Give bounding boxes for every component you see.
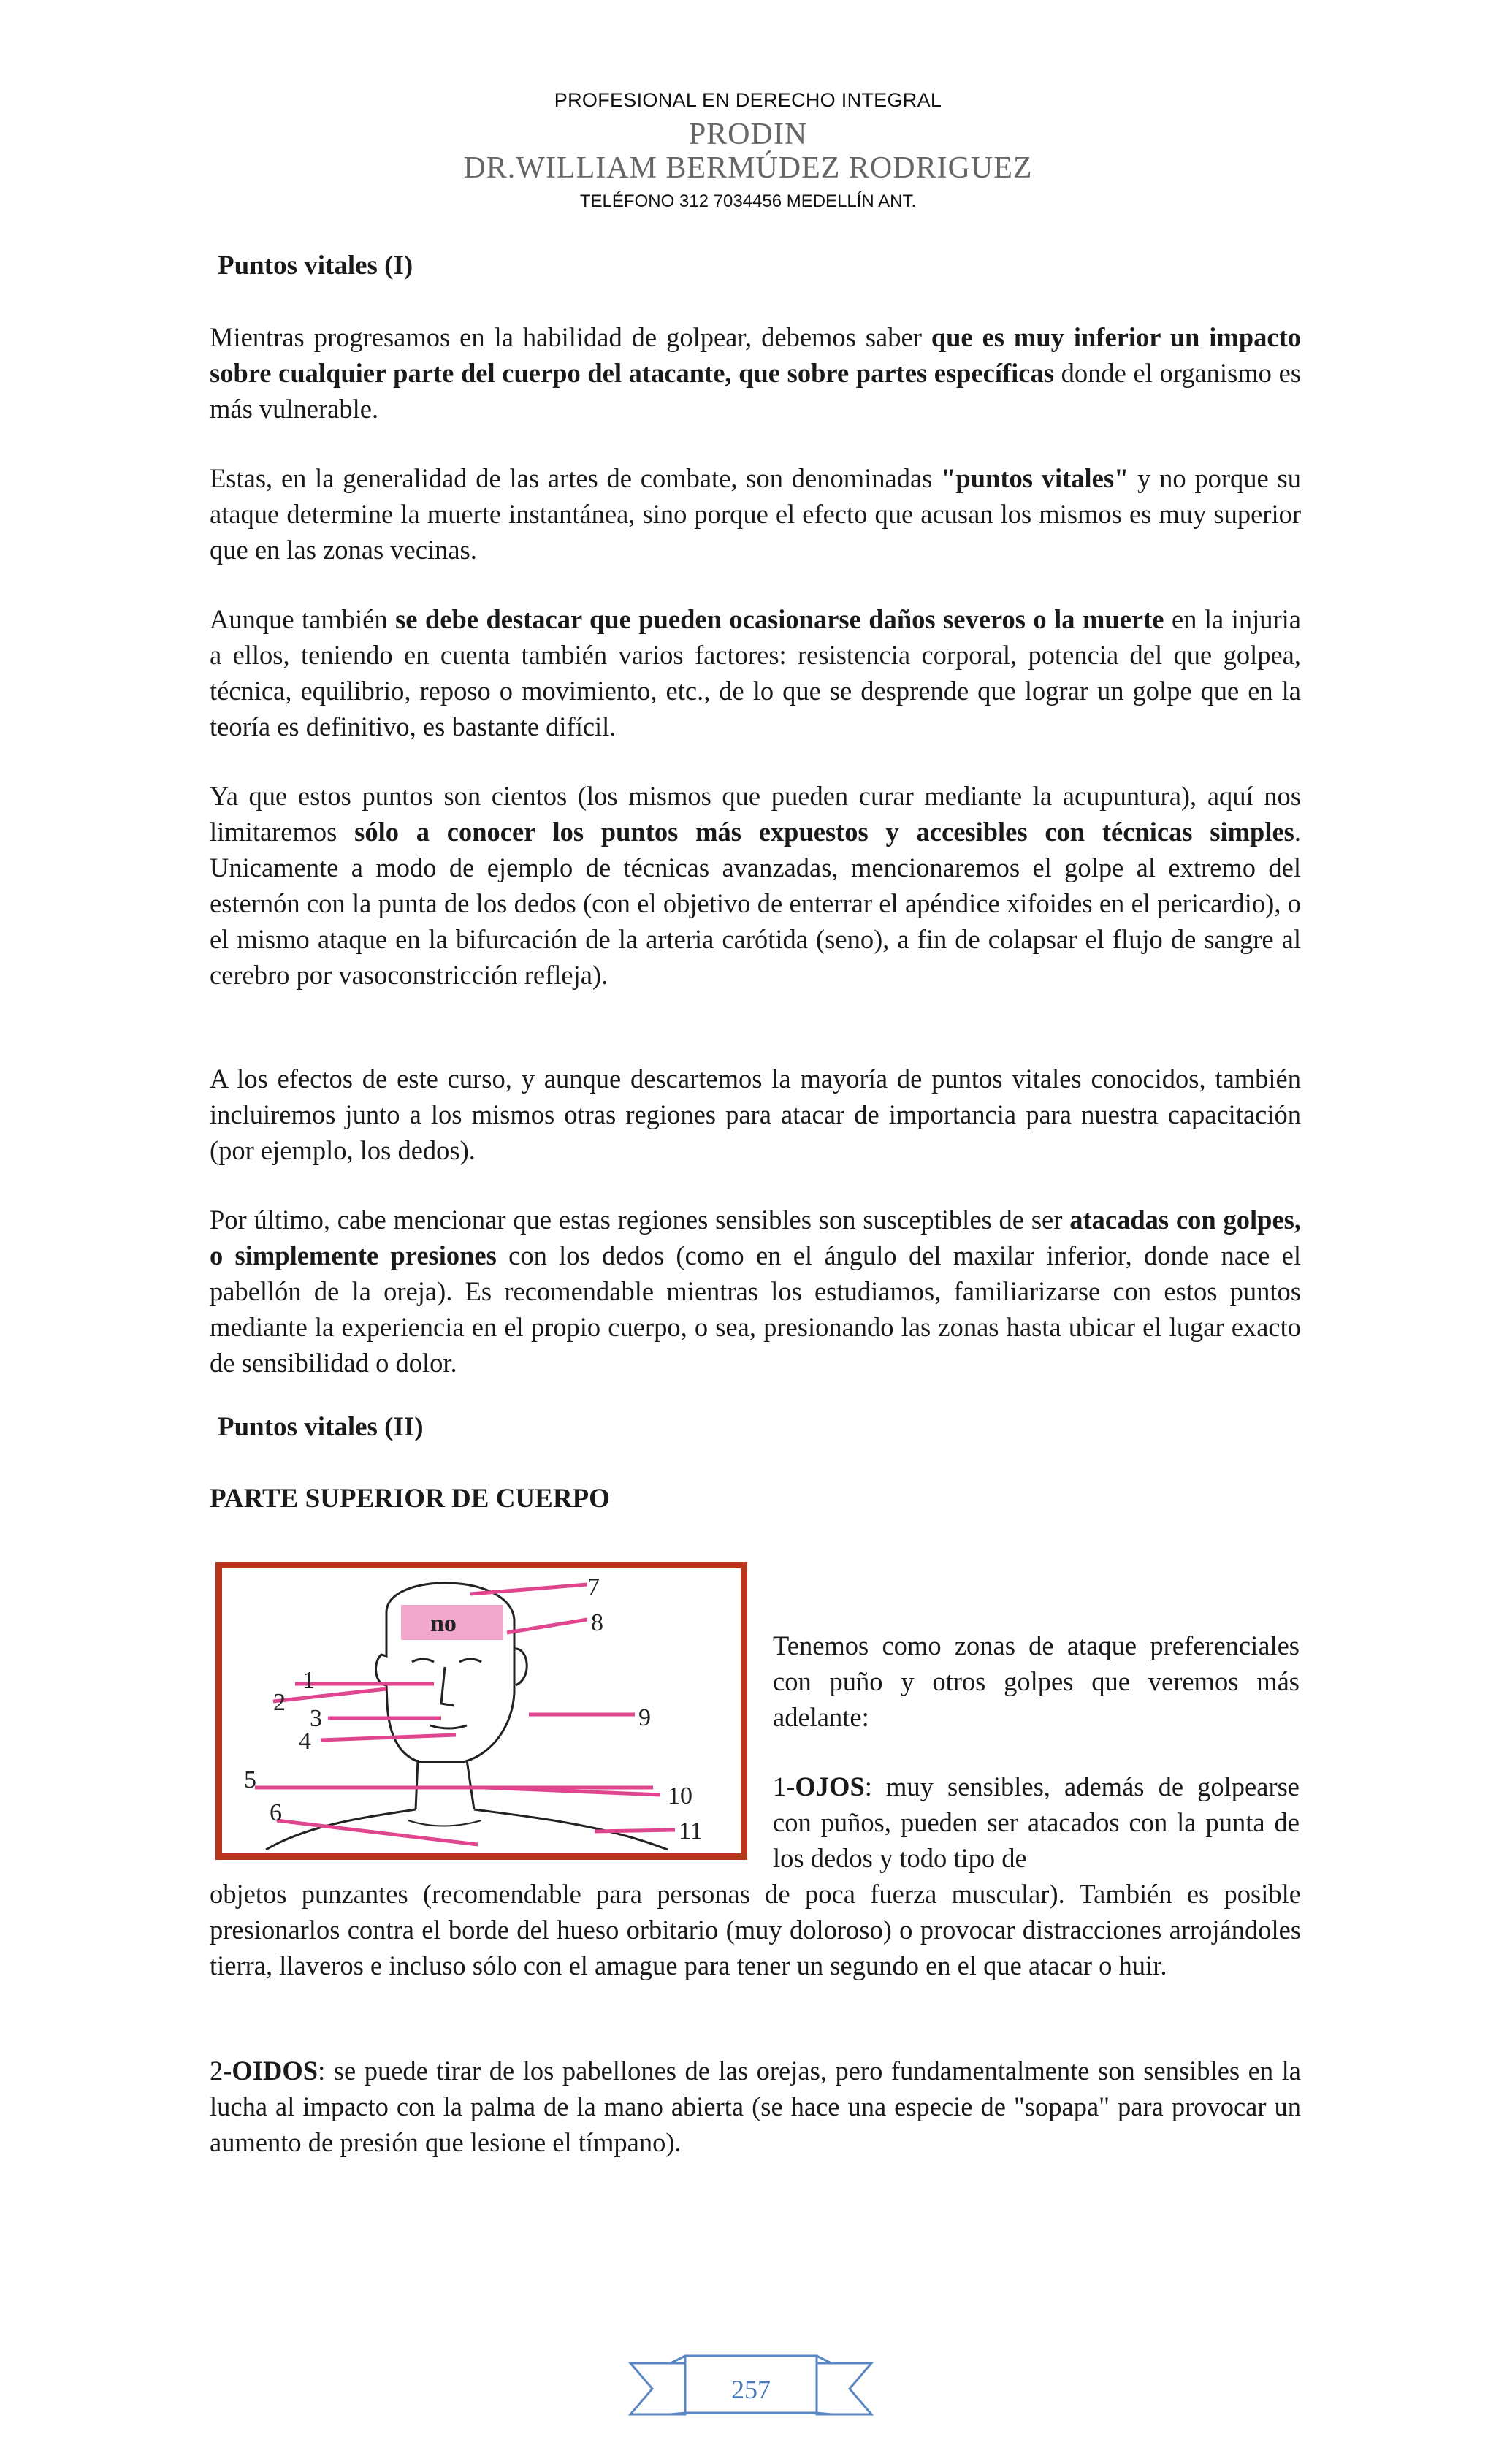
paragraph-5: A los efectos de este curso, y aunque descartemos la mayoría de puntos vitales conocidos, también incluiremos junto a los mismos otras regiones para atacar de importancia para nuestra capacitación (por ejemplo, los dedos).	[210, 1064, 1301, 1165]
point-number-1: 1	[302, 1667, 315, 1694]
intro-zones-text: Tenemos como zonas de ataque preferenciales con puño y otros golpes que veremos más adelante:	[773, 1630, 1300, 1732]
page-number: 257	[731, 2375, 771, 2404]
item-2-text: : se puede tirar de los pabellones de las orejas, pero fundamentalmente son sensibles en la lucha al impacto con la palma de la mano abierta (se hace una especie de "sopapa" para provocar un aumento de presión que lesione el tímpano).	[210, 2056, 1301, 2157]
p4-text-a: Ya que estos puntos son cientos (los mismos que pueden curar mediante la acupuntura), aquí nos limitaremos	[210, 781, 1301, 847]
paragraph-4	[210, 778, 1301, 993]
point-number-2: 2	[273, 1689, 286, 1716]
collar-line	[408, 1820, 481, 1826]
p4-text-bold: sólo a conocer los puntos más expuestos y accesibles con técnicas simples	[354, 817, 1294, 847]
point-number-4: 4	[299, 1728, 311, 1755]
paragraph-3	[210, 601, 1301, 744]
header-line-2: PRODIN	[688, 118, 808, 151]
banner-right-tail	[817, 2363, 871, 2414]
p2-text-a: Estas, en la generalidad de las artes de combate, son denominadas	[210, 463, 942, 493]
item-2-title: OIDOS	[232, 2056, 318, 2086]
pointer-line-11	[595, 1830, 675, 1831]
p1-text-c: donde el organismo es más vulnerable.	[210, 358, 1301, 424]
header-line-4: TELÉFONO 312 7034456 MEDELLÍN ANT.	[579, 191, 917, 211]
p2-text-bold: "puntos vitales"	[941, 463, 1129, 493]
pointer-line-4	[321, 1735, 456, 1740]
item-1-number: 1-	[773, 1771, 795, 1801]
section-title-3: PARTE SUPERIOR DE CUERPO	[210, 1484, 610, 1514]
point-number-6: 6	[270, 1799, 282, 1826]
point-number-10: 10	[668, 1782, 692, 1809]
point-number-8: 8	[591, 1609, 603, 1636]
section-title-1: Puntos vitales (I)	[218, 251, 413, 281]
point-number-11: 11	[679, 1818, 703, 1845]
p4-text-c: . Unicamente a modo de ejemplo de técnicas avanzadas, mencionaremos el golpe al extremo del esternón con la punta de los dedos (con el objetivo de enterrar el apéndice xifoides en el pericardio), o el mismo ataque en la bifurcación de la arteria carótida (seno), a fin de colapsar el flujo de sangre al cerebro por vasoconstricción refleja).	[210, 817, 1301, 990]
paragraph-1	[210, 319, 1301, 427]
p1-text-a: Mientras progresamos en la habilidad de golpear, debemos saber	[210, 322, 931, 352]
p6-text-bold: atacadas con golpes, o simplemente presiones	[210, 1205, 1301, 1270]
header-line-3: DR.WILLIAM BERMÚDEZ RODRIGUEZ	[463, 151, 1033, 185]
neck-outline	[416, 1760, 474, 1809]
nose	[441, 1667, 454, 1706]
item-2-number: 2-	[210, 2056, 232, 2086]
point-number-9: 9	[638, 1704, 651, 1731]
pointer-line-7	[470, 1584, 587, 1594]
p6-text-a: Por último, cabe mencionar que estas regiones sensibles son susceptibles de ser	[210, 1205, 1070, 1235]
mouth	[430, 1725, 467, 1728]
point-number-7: 7	[587, 1574, 600, 1601]
pointer-line-8	[507, 1620, 587, 1633]
p1-text-bold: que es muy inferior un impacto sobre cualquier parte del cuerpo del atacante, que sobre partes específicas	[210, 322, 1301, 388]
pointer-line-2	[273, 1689, 386, 1701]
paragraph-2	[210, 460, 1301, 568]
p3-text-c: en la injuria a ellos, teniendo en cuenta también varios factores: resistencia corporal, potencia del que golpea, técnica, equilibrio, reposo o movimiento, etc., de lo que se desprende que lograr un golpe que en la teoría es definitivo, es bastante difícil.	[210, 604, 1301, 741]
item-ojos-side	[773, 1769, 1300, 1876]
p3-text-a: Aunque también	[210, 604, 396, 634]
item-1-text-side: : muy sensibles, además de golpearse con puños, pueden ser atacados con la punta de los dedos y todo tipo de	[773, 1771, 1300, 1873]
point-number-3: 3	[310, 1705, 322, 1732]
ear-outline	[514, 1649, 527, 1685]
header-line-1: PROFESIONAL EN DERECHO INTEGRAL	[554, 89, 942, 111]
banner-left-tail	[630, 2363, 685, 2414]
p6-text-c: con los dedos (como en el ángulo del maxilar inferior, donde nace el pabellón de la oreja). Es recomendable mientras los estudiamos, familiarizarse con estos puntos mediante la experiencia en el propio cuerpo, o sea, presionando las zonas hasta ubicar el lugar exacto de sensibilidad o dolor.	[210, 1240, 1301, 1378]
eyes	[412, 1659, 481, 1662]
point-number-5: 5	[244, 1766, 256, 1793]
vital-points-diagram	[215, 1562, 747, 1860]
p2-text-c: y no porque su ataque determine la muerte instantánea, sino porque el efecto que acusan los mismos es muy superior que en las zonas vecinas.	[210, 463, 1301, 565]
paragraph-6	[210, 1202, 1301, 1381]
forehead-label: no	[430, 1610, 457, 1637]
section-title-2: Puntos vitales (II)	[218, 1412, 424, 1442]
p3-text-bold: se debe destacar que pueden ocasionarse daños severos o la muerte	[395, 604, 1164, 634]
item-oidos	[210, 2053, 1301, 2160]
head-illustration	[222, 1568, 741, 1853]
item-ojos-continued: objetos punzantes (recomendable para personas de poca fuerza muscular). También es posible presionarlos contra el borde del hueso orbitario (muy doloroso) o provocar distracciones arrojándoles tierra, llaveros e incluso sólo con el amague para tener un segundo en el que atacar o huir.	[210, 1879, 1301, 1980]
item-1-title: OJOS	[795, 1771, 865, 1801]
